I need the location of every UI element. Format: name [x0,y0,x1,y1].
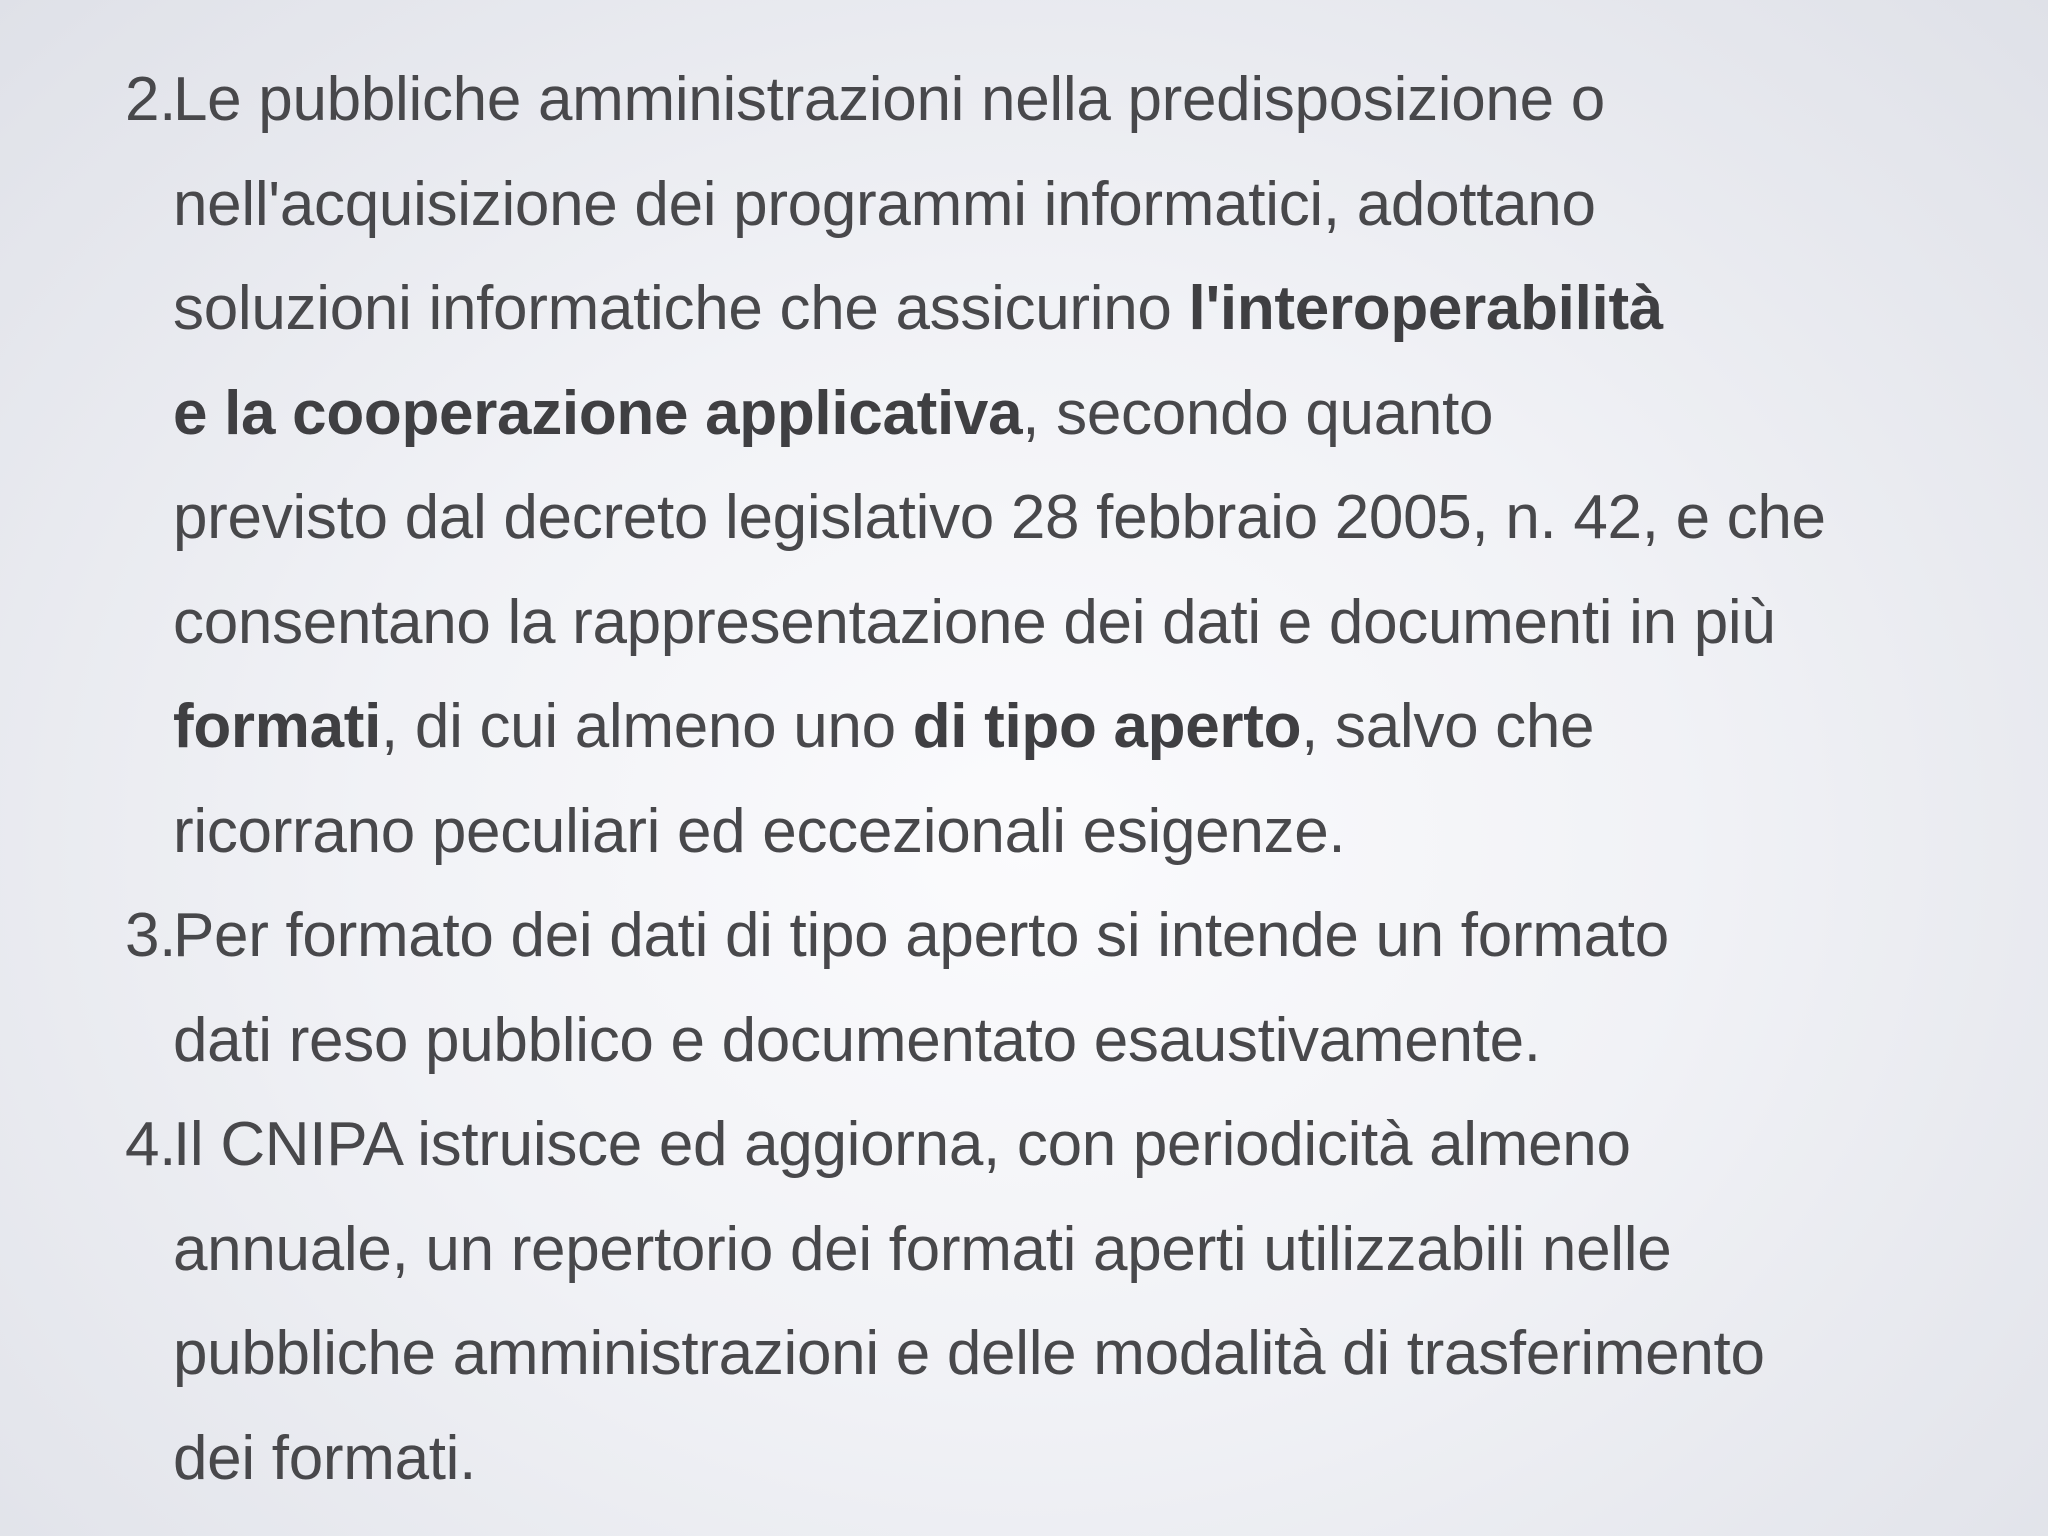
text-line [173,362,2003,467]
text-line [173,884,2003,989]
paragraph-3 [125,884,2005,1093]
text-line [173,153,2003,258]
text-line [173,571,2003,676]
text-line [173,466,2003,571]
emphasis-formati: formati [173,692,382,761]
text-run: Le pubbliche amministrazioni nella predisposizione o [173,65,1605,134]
text-line [173,1198,2003,1303]
paragraph-text [173,1093,2003,1511]
text-line [173,257,2003,362]
paragraph-2 [125,48,2005,884]
article-paragraph-list [125,48,2005,1511]
text-line [173,1093,2003,1198]
text-line [173,780,2003,885]
text-line [173,675,2003,780]
paragraph-text [173,48,2003,884]
text-line [173,989,2003,1094]
text-run: , secondo quanto [1022,378,1494,448]
emphasis-cooperazione-applicativa: e la cooperazione applicativa [173,378,1023,448]
text-line [173,48,2003,153]
paragraph-text [173,884,2003,1093]
text-run: dati reso pubblico e documentato esaustivamente. [173,1005,1541,1075]
text-run: consentano la rappresentazione dei dati e documenti in più [173,587,1776,657]
text-run: soluzioni informatiche che assicurino [173,274,1189,343]
emphasis-di-tipo-aperto: di tipo aperto [912,692,1302,761]
paragraph-number: 3. [125,901,177,970]
paragraph-number: 2. [125,65,177,134]
text-line [173,1302,2003,1407]
text-run: nell'acquisizione dei programmi informatici, adottano [173,169,1596,239]
text-run: , di cui almeno uno [381,692,913,761]
paragraph-4 [125,1093,2005,1511]
text-run: pubbliche amministrazioni e delle modalità di trasferimento [173,1319,1765,1388]
text-run: ricorrano peculiari ed eccezionali esigenze. [173,796,1346,866]
paragraph-number: 4. [125,1110,177,1179]
text-run: , salvo che [1301,692,1595,761]
text-run: annuale, un repertorio dei formati aperti utilizzabili nelle [173,1214,1672,1284]
text-run: dei formati. [173,1423,477,1493]
text-run: Per formato dei dati di tipo aperto si intende un formato [173,901,1669,970]
emphasis-interoperabilita: l'interoperabilità [1188,274,1663,343]
text-run: previsto dal decreto legislativo 28 febbraio 2005, n. 42, e che [173,483,1826,552]
text-line [173,1407,2003,1512]
text-run: Il CNIPA istruisce ed aggiorna, con periodicità almeno [173,1110,1631,1179]
